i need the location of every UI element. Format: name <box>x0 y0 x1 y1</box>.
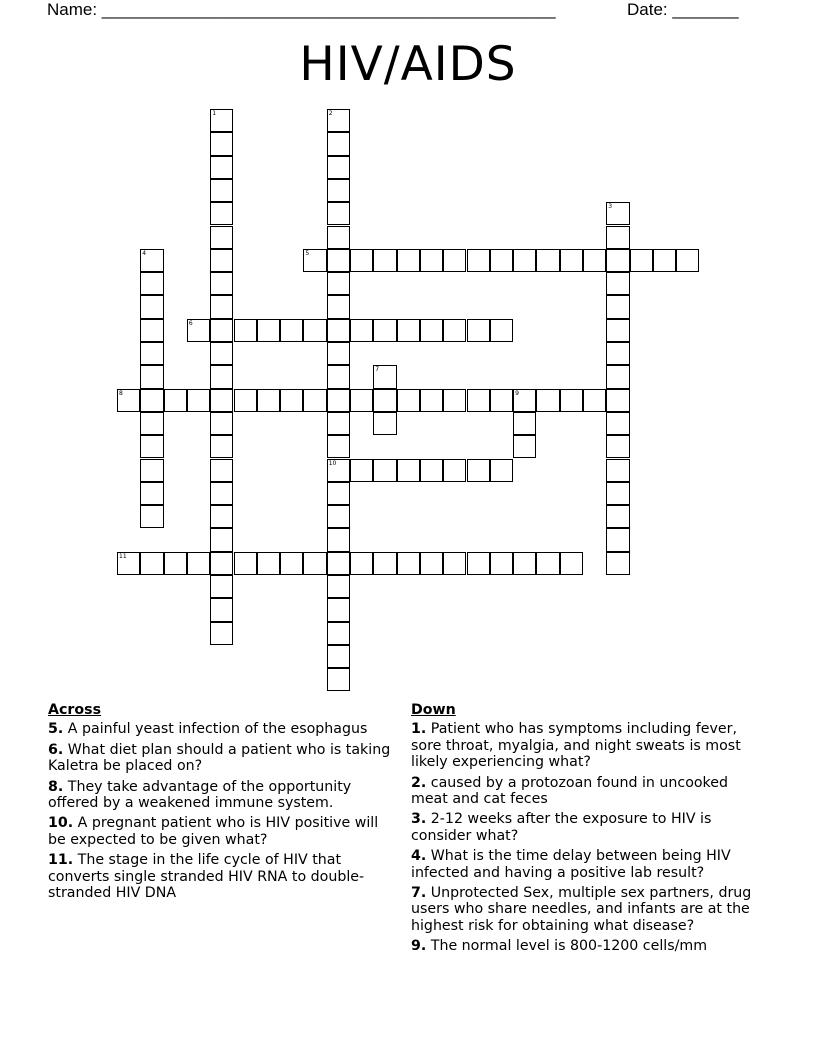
grid-cell[interactable] <box>327 528 350 551</box>
grid-cell[interactable] <box>467 552 490 575</box>
clue-number: 3. <box>411 811 427 828</box>
grid-cell[interactable] <box>373 319 396 342</box>
grid-cell[interactable] <box>140 552 163 575</box>
grid-cell[interactable] <box>140 412 163 435</box>
grid-cell[interactable] <box>373 552 396 575</box>
puzzle-title: HIV/AIDS <box>299 37 517 92</box>
grid-cell[interactable] <box>257 319 280 342</box>
grid-cell[interactable] <box>187 552 210 575</box>
clue-down-9 <box>411 938 763 954</box>
grid-cell[interactable] <box>467 389 490 412</box>
grid-cell[interactable] <box>420 249 443 272</box>
grid-cell[interactable] <box>210 459 233 482</box>
grid-cell[interactable] <box>513 412 536 435</box>
grid-cell[interactable] <box>513 389 536 412</box>
clues-down <box>411 702 763 959</box>
clue-number: 6. <box>48 741 64 758</box>
cell-number: 7 <box>375 366 380 374</box>
name-field-label[interactable]: Name: ________________________________________________ <box>47 0 556 19</box>
grid-cell[interactable] <box>210 412 233 435</box>
grid-cell[interactable] <box>606 435 629 458</box>
grid-cell[interactable] <box>327 109 350 132</box>
clue-across-10 <box>48 815 398 848</box>
grid-cell[interactable] <box>210 226 233 249</box>
clue-text: What diet plan should a patient who is taking Kaletra be placed on? <box>48 741 391 775</box>
grid-cell[interactable] <box>210 575 233 598</box>
grid-cell[interactable] <box>117 552 140 575</box>
grid-cell[interactable] <box>606 342 629 365</box>
grid-cell[interactable] <box>140 249 163 272</box>
grid-cell[interactable] <box>303 249 326 272</box>
grid-cell[interactable] <box>606 202 629 225</box>
clue-number: 4. <box>411 848 427 865</box>
grid-cell[interactable] <box>327 482 350 505</box>
grid-cell[interactable] <box>443 552 466 575</box>
grid-cell[interactable] <box>210 295 233 318</box>
grid-cell[interactable] <box>653 249 676 272</box>
grid-cell[interactable] <box>676 249 699 272</box>
grid-cell[interactable] <box>140 295 163 318</box>
grid-cell[interactable] <box>350 249 373 272</box>
grid-cell[interactable] <box>210 342 233 365</box>
clue-text: A pregnant patient who is HIV positive will be expected to be given what? <box>48 815 379 848</box>
grid-cell[interactable] <box>140 365 163 388</box>
grid-cell[interactable] <box>373 389 396 412</box>
grid-cell[interactable] <box>443 249 466 272</box>
grid-cell[interactable] <box>234 319 257 342</box>
grid-cell[interactable] <box>327 645 350 668</box>
cell-number: 9 <box>515 389 519 397</box>
grid-cell[interactable] <box>303 552 326 575</box>
grid-cell[interactable] <box>467 249 490 272</box>
grid-cell[interactable] <box>443 459 466 482</box>
grid-cell[interactable] <box>327 435 350 458</box>
grid-cell[interactable] <box>490 319 513 342</box>
grid-cell[interactable] <box>606 482 629 505</box>
grid-cell[interactable] <box>327 412 350 435</box>
clue-number: 5. <box>48 721 64 738</box>
grid-cell[interactable] <box>187 319 210 342</box>
grid-cell[interactable] <box>327 459 350 482</box>
grid-cell[interactable] <box>606 272 629 295</box>
clues-across-heading: Across <box>48 702 102 718</box>
grid-cell[interactable] <box>327 132 350 155</box>
clue-text: A painful yeast infection of the esophagus <box>67 721 368 738</box>
grid-cell[interactable] <box>420 319 443 342</box>
grid-cell[interactable] <box>560 389 583 412</box>
clue-down-1 <box>411 721 763 770</box>
grid-cell[interactable] <box>257 552 280 575</box>
clues-across <box>48 702 398 905</box>
clue-number: 9. <box>411 938 427 955</box>
grid-cell[interactable] <box>327 668 350 691</box>
grid-cell[interactable] <box>467 319 490 342</box>
clue-across-5 <box>48 721 398 737</box>
grid-cell[interactable] <box>536 552 559 575</box>
grid-cell[interactable] <box>210 179 233 202</box>
grid-cell[interactable] <box>373 249 396 272</box>
grid-cell[interactable] <box>327 295 350 318</box>
clues-down-heading: Down <box>411 702 456 718</box>
grid-cell[interactable] <box>327 622 350 645</box>
grid-cell[interactable] <box>373 412 396 435</box>
grid-cell[interactable] <box>117 389 140 412</box>
grid-cell[interactable] <box>327 575 350 598</box>
cell-number: 4 <box>142 249 147 257</box>
grid-cell[interactable] <box>397 389 420 412</box>
grid-cell[interactable] <box>350 389 373 412</box>
clue-number: 7. <box>411 885 427 902</box>
clue-number: 1. <box>411 721 427 738</box>
clue-across-6 <box>48 742 398 775</box>
cell-number: 11 <box>119 552 127 560</box>
grid-cell[interactable] <box>210 319 233 342</box>
clue-number: 11. <box>48 852 74 869</box>
clue-text: Patient who has symptoms including fever, sore throat, myalgia, and night sweats is most likely experiencing what? <box>411 721 741 771</box>
grid-cell[interactable] <box>373 365 396 388</box>
grid-cell[interactable] <box>327 598 350 621</box>
grid-cell[interactable] <box>210 598 233 621</box>
grid-cell[interactable] <box>583 249 606 272</box>
grid-cell[interactable] <box>350 459 373 482</box>
cell-number: 1 <box>212 110 217 117</box>
grid-cell[interactable] <box>606 249 629 272</box>
cell-number: 10 <box>328 459 337 467</box>
grid-cell[interactable] <box>536 389 559 412</box>
grid-cell[interactable] <box>327 342 350 365</box>
grid-cell[interactable] <box>606 365 629 388</box>
clue-text: caused by a protozoan found in uncooked meat and cat feces <box>411 774 728 808</box>
grid-cell[interactable] <box>210 365 233 388</box>
cell-number: 8 <box>119 389 123 397</box>
grid-cell[interactable] <box>606 319 629 342</box>
grid-cell[interactable] <box>164 389 187 412</box>
grid-cell[interactable] <box>140 272 163 295</box>
grid-cell[interactable] <box>210 109 233 132</box>
grid-cell[interactable] <box>606 226 629 249</box>
clue-number: 8. <box>48 778 64 795</box>
grid-cell[interactable] <box>280 389 303 412</box>
grid-cell[interactable] <box>234 552 257 575</box>
grid-cell[interactable] <box>210 482 233 505</box>
grid-cell[interactable] <box>257 389 280 412</box>
grid-cell[interactable] <box>140 389 163 412</box>
grid-cell[interactable] <box>606 459 629 482</box>
grid-cell[interactable] <box>350 552 373 575</box>
grid-cell[interactable] <box>327 552 350 575</box>
grid-cell[interactable] <box>327 505 350 528</box>
grid-cell[interactable] <box>350 319 373 342</box>
grid-cell[interactable] <box>210 505 233 528</box>
grid-cell[interactable] <box>140 505 163 528</box>
grid-cell[interactable] <box>210 622 233 645</box>
grid-cell[interactable] <box>187 389 210 412</box>
grid-cell[interactable] <box>560 552 583 575</box>
clue-text: The normal level is 800-1200 cells/mm <box>430 938 708 955</box>
grid-cell[interactable] <box>606 505 629 528</box>
grid-cell[interactable] <box>490 459 513 482</box>
clue-number: 2. <box>411 774 427 791</box>
grid-cell[interactable] <box>327 319 350 342</box>
clue-down-7 <box>411 885 763 934</box>
grid-cell[interactable] <box>420 552 443 575</box>
grid-cell[interactable] <box>210 435 233 458</box>
clue-text: What is the time delay between being HIV infected and having a positive lab result? <box>411 848 731 881</box>
grid-cell[interactable] <box>630 249 653 272</box>
grid-cell[interactable] <box>606 412 629 435</box>
grid-cell[interactable] <box>373 459 396 482</box>
grid-cell[interactable] <box>467 459 490 482</box>
grid-cell[interactable] <box>327 226 350 249</box>
cell-number: 3 <box>608 203 613 211</box>
clue-across-11 <box>48 852 398 901</box>
grid-cell[interactable] <box>606 528 629 551</box>
grid-cell[interactable] <box>490 552 513 575</box>
clue-down-4 <box>411 848 763 881</box>
clue-number: 10. <box>48 815 74 832</box>
grid-cell[interactable] <box>140 435 163 458</box>
clue-text: The stage in the life cycle of HIV that converts single stranded HIV RNA to double-stranded HIV DNA <box>48 852 365 902</box>
grid-cell[interactable] <box>606 552 629 575</box>
grid-cell[interactable] <box>140 342 163 365</box>
grid-cell[interactable] <box>280 319 303 342</box>
clue-down-2 <box>411 775 763 808</box>
grid-cell[interactable] <box>513 552 536 575</box>
grid-cell[interactable] <box>327 179 350 202</box>
clue-across-8 <box>48 779 398 812</box>
clue-text: Unprotected Sex, multiple sex partners, drug users who share needles, and infants are at the highest risk for obtaining what disease? <box>411 885 752 934</box>
grid-cell[interactable] <box>210 132 233 155</box>
grid-cell[interactable] <box>210 249 233 272</box>
grid-cell[interactable] <box>327 202 350 225</box>
grid-cell[interactable] <box>420 389 443 412</box>
grid-cell[interactable] <box>234 389 257 412</box>
grid-cell[interactable] <box>606 389 629 412</box>
grid-cell[interactable] <box>513 249 536 272</box>
grid-cell[interactable] <box>327 249 350 272</box>
grid-cell[interactable] <box>210 272 233 295</box>
grid-cell[interactable] <box>210 156 233 179</box>
cell-number: 5 <box>305 249 310 257</box>
clue-down-3 <box>411 811 763 844</box>
clue-text: 2-12 weeks after the exposure to HIV is consider what? <box>411 811 712 844</box>
date-field-label[interactable]: Date: _______ <box>627 0 739 19</box>
grid-cell[interactable] <box>140 319 163 342</box>
grid-cell[interactable] <box>140 459 163 482</box>
cell-number: 2 <box>328 110 333 117</box>
grid-cell[interactable] <box>210 528 233 551</box>
grid-cell[interactable] <box>327 365 350 388</box>
grid-cell[interactable] <box>327 389 350 412</box>
grid-cell[interactable] <box>420 459 443 482</box>
grid-cell[interactable] <box>490 389 513 412</box>
grid-cell[interactable] <box>280 552 303 575</box>
grid-cell[interactable] <box>397 459 420 482</box>
grid-cell[interactable] <box>140 482 163 505</box>
grid-cell[interactable] <box>210 389 233 412</box>
grid-cell[interactable] <box>164 552 187 575</box>
cell-number: 6 <box>188 319 193 327</box>
grid-cell[interactable] <box>513 435 536 458</box>
grid-cell[interactable] <box>210 552 233 575</box>
grid-cell[interactable] <box>327 272 350 295</box>
grid-cell[interactable] <box>397 249 420 272</box>
grid-cell[interactable] <box>536 249 559 272</box>
grid-cell[interactable] <box>397 319 420 342</box>
grid-cell[interactable] <box>560 249 583 272</box>
clue-text: They take advantage of the opportunity offered by a weakened immune system. <box>48 778 352 812</box>
grid-cell[interactable] <box>397 552 420 575</box>
grid-cell[interactable] <box>490 249 513 272</box>
grid-cell[interactable] <box>327 156 350 179</box>
grid-cell[interactable] <box>210 202 233 225</box>
grid-cell[interactable] <box>303 319 326 342</box>
grid-cell[interactable] <box>443 389 466 412</box>
grid-cell[interactable] <box>443 319 466 342</box>
grid-cell[interactable] <box>583 389 606 412</box>
grid-cell[interactable] <box>303 389 326 412</box>
grid-cell[interactable] <box>606 295 629 318</box>
